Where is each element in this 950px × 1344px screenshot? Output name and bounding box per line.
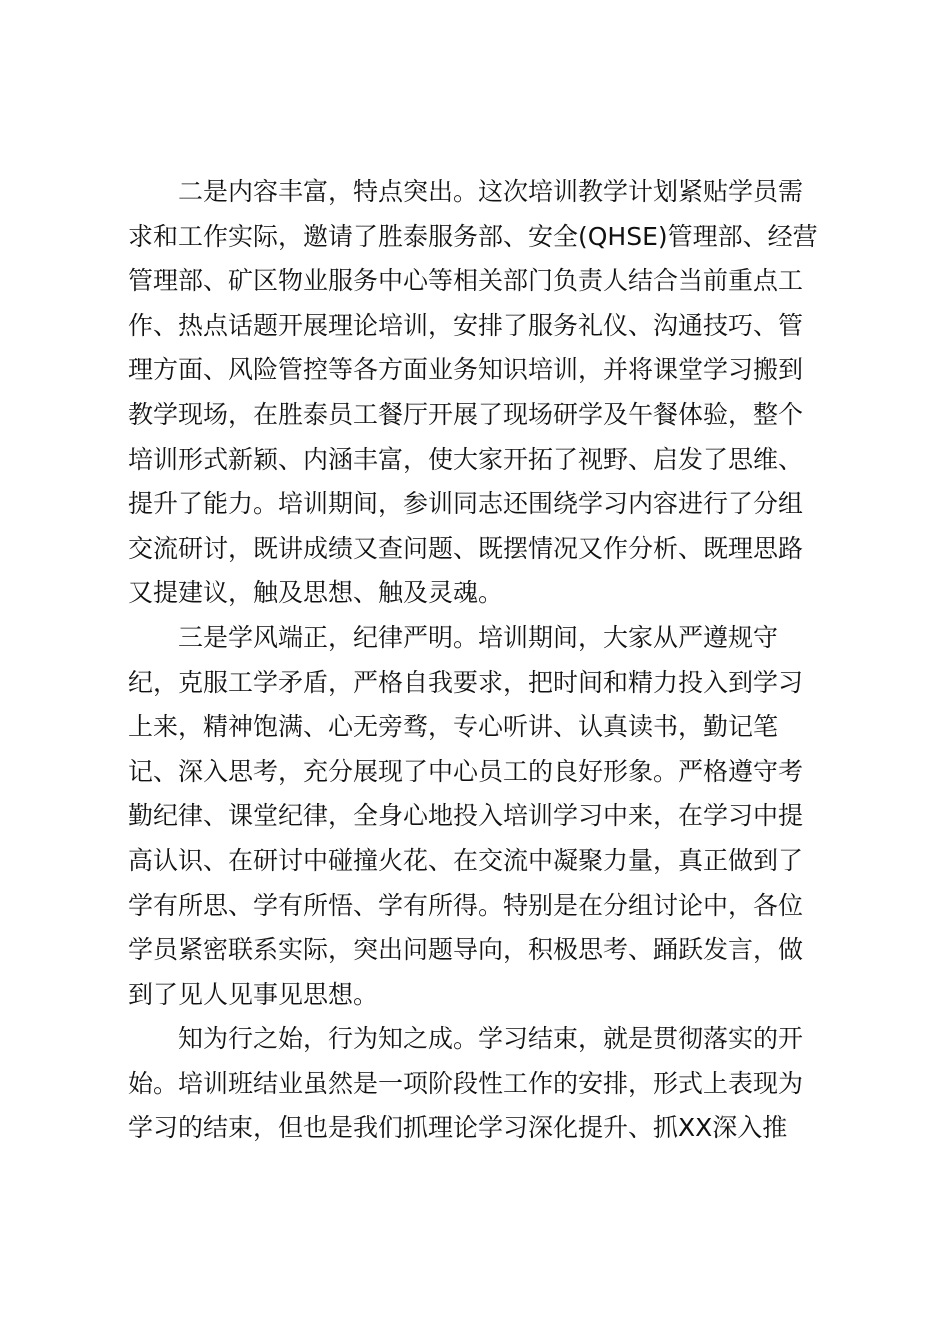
text-line: 作、热点话题开展理论培训，安排了服务礼仪、沟通技巧、管 (128, 310, 804, 340)
paragraph-knowledge-action (128, 1017, 820, 1151)
text-line: 理方面、风险管控等各方面业务知识培训，并将课堂学习搬到 (128, 355, 804, 385)
text-line: 又提建议，触及思想、触及灵魂。 (128, 578, 504, 608)
text-line: 培训形式新颖、内涵丰富，使大家开拓了视野、启发了思维、 (128, 444, 804, 474)
paragraph-study-style (128, 616, 820, 1017)
text-line: 教学现场，在胜泰员工餐厅开展了现场研学及午餐体验，整个 (128, 399, 804, 429)
text-line: 交流研讨，既讲成绩又查问题、既摆情况又作分析、既理思路 (128, 533, 804, 563)
text-line: 求和工作实际，邀请了胜泰服务部、安全(QHSE)管理部、经营 (128, 221, 818, 251)
text-line: 二是内容丰富，特点突出。这次培训教学计划紧贴学员需 (178, 177, 804, 206)
paragraph-content-rich (128, 170, 820, 616)
text-line: 始。培训班结业虽然是一项阶段性工作的安排，形式上表现为 (128, 1068, 804, 1098)
text-line: 勤纪律、课堂纪律，全身心地投入培训学习中来，在学习中提 (128, 801, 804, 831)
text-line: 提升了能力。培训期间，参训同志还围绕学习内容进行了分组 (128, 489, 804, 519)
document-body (128, 170, 820, 1151)
text-line: 管理部、矿区物业服务中心等相关部门负责人结合当前重点工 (128, 266, 804, 296)
text-line: 知为行之始，行为知之成。学习结束，就是贯彻落实的开 (178, 1024, 804, 1054)
text-line: 学员紧密联系实际，突出问题导向，积极思考、踊跃发言，做 (128, 935, 804, 965)
text-line: 上来，精神饱满、心无旁骛，专心听讲、认真读书，勤记笔 (128, 712, 779, 742)
text-line: 三是学风端正，纪律严明。培训期间，大家从严遵规守 (178, 622, 779, 652)
text-line: 纪，克服工学矛盾，严格自我要求，把时间和精力投入到学习 (128, 667, 804, 697)
text-line: 学习的结束，但也是我们抓理论学习深化提升、抓XX深入推 (128, 1113, 788, 1143)
text-line: 记、深入思考，充分展现了中心员工的良好形象。严格遵守考 (128, 756, 804, 786)
text-line: 学有所思、学有所悟、学有所得。特别是在分组讨论中，各位 (128, 890, 804, 920)
text-line: 高认识、在研讨中碰撞火花、在交流中凝聚力量，真正做到了 (128, 845, 804, 875)
text-line: 到了见人见事见思想。 (128, 979, 379, 1009)
